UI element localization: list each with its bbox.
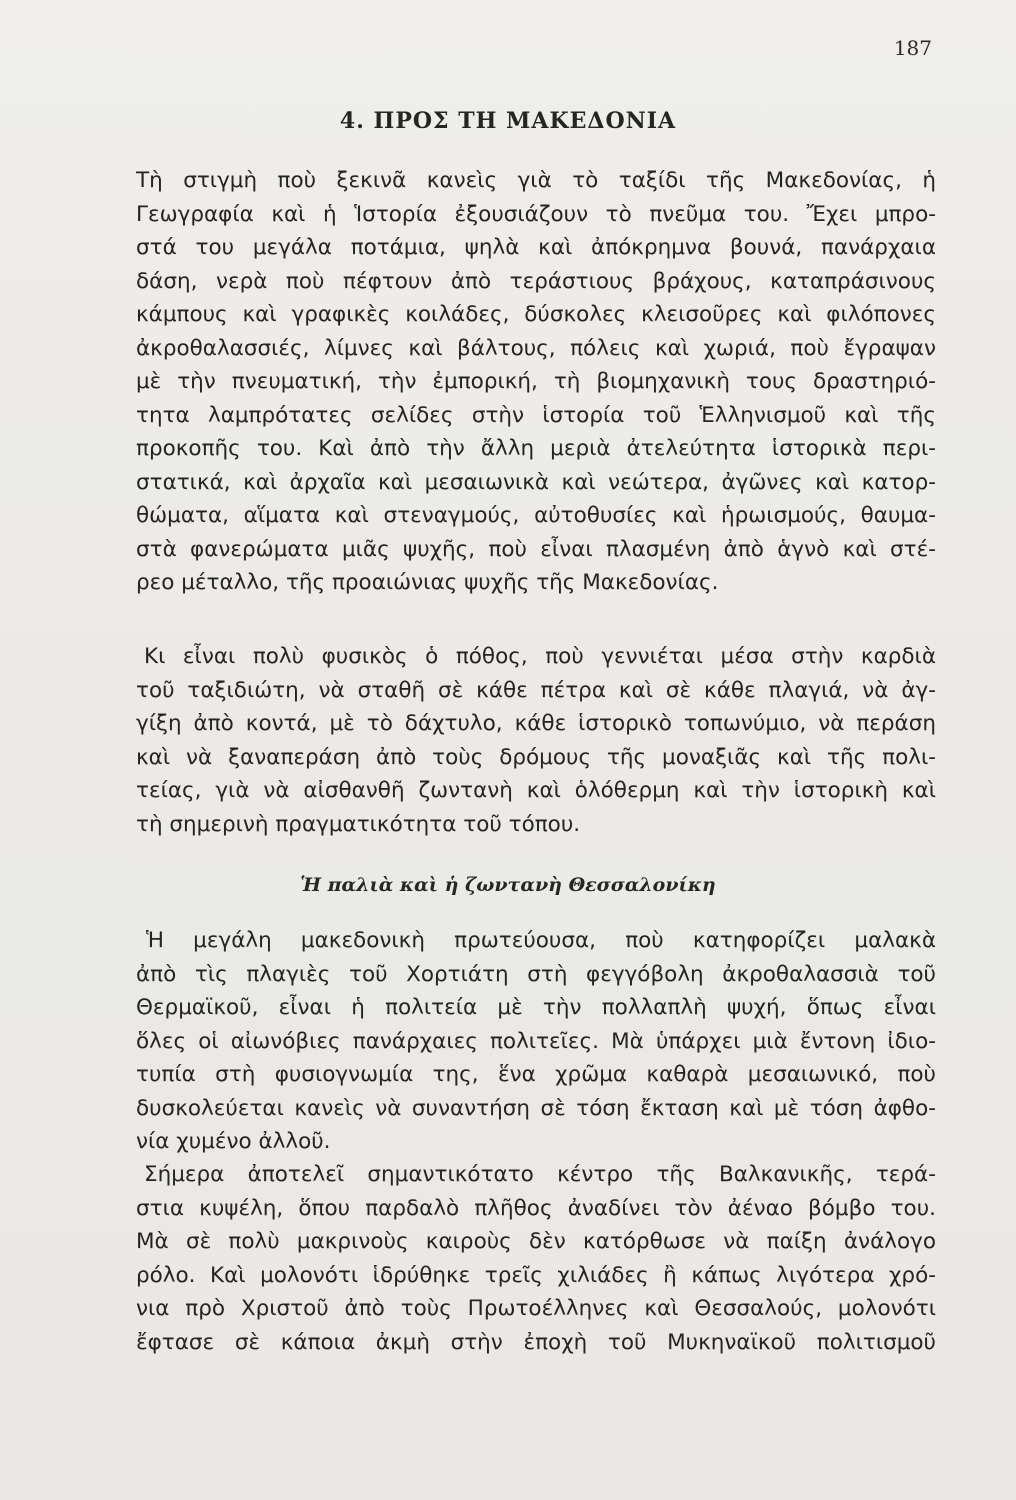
text-line: ρεο μέταλλο, τῆς προαιώνιας ψυχῆς τῆς Μακεδονίας. (136, 570, 719, 595)
text-line: Τὴ στιγμὴ ποὺ ξεκινᾶ κανεὶς γιὰ τὸ ταξίδι τῆς Μακεδονίας, ἡ (136, 168, 936, 193)
text-line: γίξη ἀπὸ κοντά, μὲ τὸ δάχτυλο, κάθε ἱστορικὸ τοπωνύμιο, νὰ περάση (136, 711, 936, 736)
paragraph-4 (136, 1158, 936, 1359)
text-line: στατικά, καὶ ἀρχαῖα καὶ μεσαιωνικὰ καὶ νεώτερα, ἀγῶνες καὶ κατορ- (136, 469, 936, 495)
text-line: ρόλο. Καὶ μολονότι ἱδρύθηκε τρεῖς χιλιάδες ἢ κάπως λιγότερα χρό- (136, 1262, 936, 1288)
text-line: Ἡ μεγάλη μακεδονικὴ πρωτεύουσα, ποὺ κατηφορίζει μαλακὰ (146, 928, 936, 953)
text-line: τοῦ ταξιδιώτη, νὰ σταθῆ σὲ κάθε πέτρα καὶ σὲ κάθε πλαγιά, νὰ ἀγ- (136, 677, 936, 703)
chapter-title: 4. ΠΡΟΣ ΤΗ ΜΑΚΕΔΟΝΙΑ (339, 108, 677, 134)
text-line: καὶ νὰ ξαναπεράση ἀπὸ τοὺς δρόμους τῆς μοναξιᾶς καὶ τῆς πολι- (136, 744, 936, 770)
text-line: στὰ φανερώματα μιᾶς ψυχῆς, ποὺ εἶναι πλασμένη ἀπὸ ἁγνὸ καὶ στέ- (136, 536, 936, 562)
text-line: Μὰ σὲ πολὺ μακρινοὺς καιροὺς δὲν κατόρθωσε νὰ παίξη ἀνάλογο (136, 1229, 936, 1254)
text-line: δάση, νερὰ ποὺ πέφτουν ἀπὸ τεράστιους βράχους, καταπράσινους (136, 268, 936, 294)
paragraph-3 (136, 924, 936, 1159)
text-line: τητα λαμπρότατες σελίδες στὴν ἱστορία τοῦ Ἑλληνισμοῦ καὶ τῆς (136, 402, 936, 428)
text-line: στια κυψέλη, ὅπου παρδαλὸ πλῆθος ἀναδίνει τὸν ἀέναο βόμβο του. (136, 1195, 936, 1221)
text-line: ἀκροθαλασσιές, λίμνες καὶ βάλτους, πόλεις καὶ χωριά, ποὺ ἔγραψαν (136, 335, 936, 361)
text-line: Θερμαϊκοῦ, εἶναι ἡ πολιτεία μὲ τὴν πολλαπλὴ ψυχή, ὅπως εἶναι (136, 995, 936, 1020)
text-line: τὴ σημερινὴ πραγματικότητα τοῦ τόπου. (136, 811, 581, 837)
text-line: προκοπῆς του. Καὶ ἀπὸ τὴν ἄλλη μεριὰ ἀτελεύτητα ἱστορικὰ περι- (136, 436, 936, 461)
text-line: τείας, γιὰ νὰ αἰσθανθῆ ζωντανὴ καὶ ὁλόθερμη καὶ τὴν ἱστορικὴ καὶ (136, 778, 936, 803)
text-line: Κι εἶναι πολὺ φυσικὸς ὁ πόθος, ποὺ γεννιέται μέσα στὴν καρδιὰ (144, 644, 936, 669)
text-line: ἀπὸ τὶς πλαγιὲς τοῦ Χορτιάτη στὴ φεγγόβολη ἀκροθαλασσιὰ τοῦ (136, 961, 936, 987)
text-line: στά του μεγάλα ποτάμια, ψηλὰ καὶ ἀπόκρημνα βουνά, πανάρχαια (136, 235, 936, 260)
text-line: ὅλες οἱ αἰωνόβιες πανάρχαιες πολιτεῖες. Μὰ ὑπάρχει μιὰ ἔντονη ἰδιο- (136, 1028, 936, 1054)
paragraph-1 (136, 164, 936, 600)
text-line: θώματα, αἵματα καὶ στεναγμούς, αὐτοθυσίες καὶ ἡρωισμούς, θαυμα- (136, 503, 936, 528)
text-line: ἔφτασε σὲ κάποια ἀκμὴ στὴν ἐποχὴ τοῦ Μυκηναϊκοῦ πολιτισμοῦ (136, 1329, 936, 1355)
text-line: μὲ τὴν πνευματική, τὴν ἐμπορική, τὴ βιομηχανικὴ τους δραστηριό- (136, 369, 936, 394)
text-line: τυπία στὴ φυσιογνωμία της, ἕνα χρῶμα καθαρὰ μεσαιωνικό, ποὺ (136, 1062, 936, 1087)
section-title: Ἡ παλιὰ καὶ ἡ ζωντανὴ Θεσσαλονίκη (300, 874, 716, 896)
text-line: δυσκολεύεται κανεὶς νὰ συναντήση σὲ τόση ἔκταση καὶ μὲ τόση ἀφθο- (136, 1095, 936, 1121)
text-line: Γεωγραφία καὶ ἡ Ἱστορία ἐξουσιάζουν τὸ πνεῦμα του. Ἔχει μπρο- (136, 201, 936, 227)
text-line: κάμπους καὶ γραφικὲς κοιλάδες, δύσκολες κλεισοῦρες καὶ φιλόπονες (136, 302, 936, 327)
text-line: νία χυμένο ἀλλοῦ. (136, 1129, 331, 1154)
page-number: 187 (893, 36, 932, 60)
text-line: Σήμερα ἀποτελεῖ σημαντικότατο κέντρο τῆς Βαλκανικῆς, τερά- (144, 1162, 936, 1187)
text-line: νια πρὸ Χριστοῦ ἀπὸ τοὺς Πρωτοέλληνες καὶ Θεσσαλούς, μολονότι (136, 1296, 936, 1321)
paragraph-2 (136, 640, 936, 841)
